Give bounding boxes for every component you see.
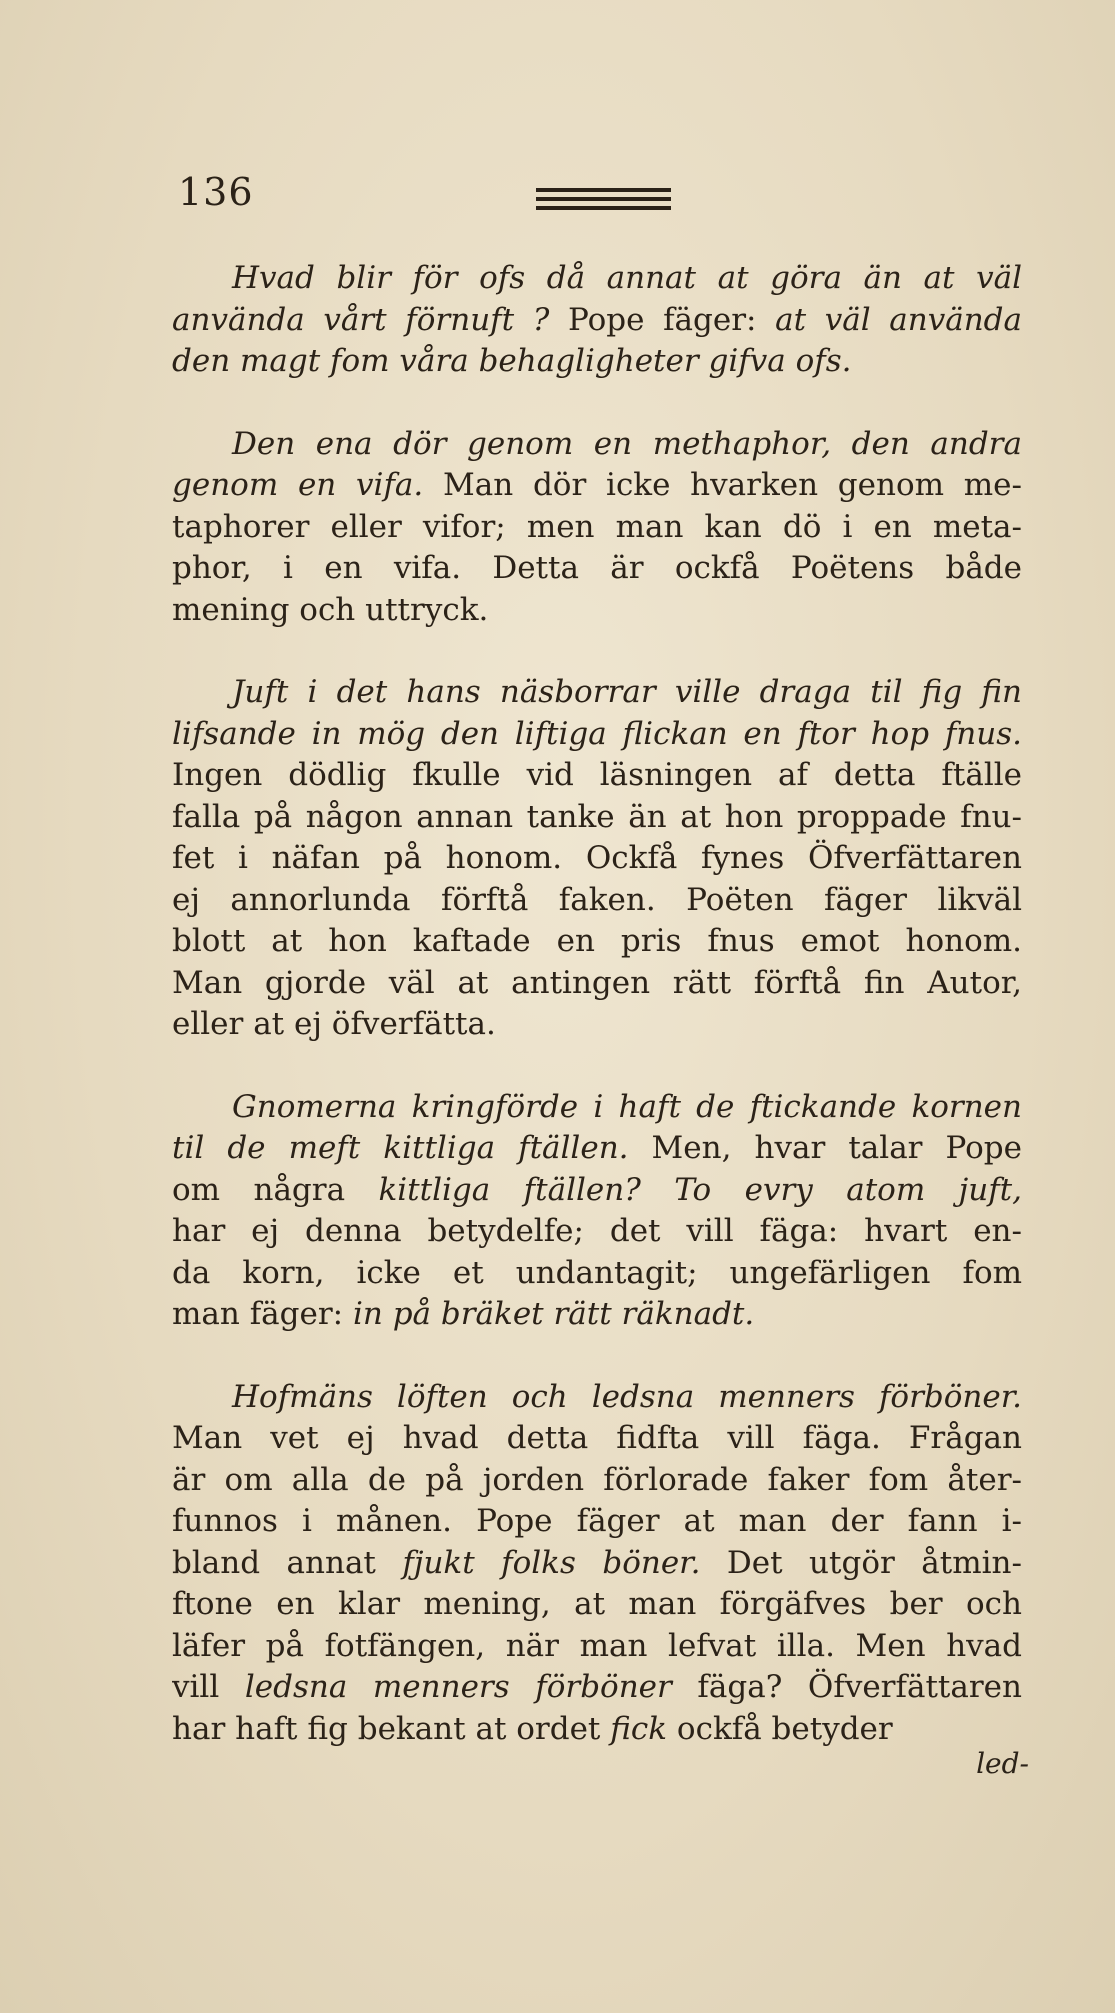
text-line (172, 672, 1022, 714)
italic-run: at väl använda (775, 301, 1022, 338)
text-line (172, 424, 1022, 466)
italic-run: fjukt folks böner. (402, 1544, 701, 1581)
text-line (172, 1418, 1022, 1460)
text-line (172, 714, 1022, 756)
roman-run: fäga? Öfverfättaren (671, 1669, 1022, 1705)
text-line (172, 465, 1022, 507)
roman-run: man fäger: (172, 1296, 353, 1332)
italic-run: Den ena dör genom en methaphor, den andra (232, 425, 1022, 462)
text-line (172, 1709, 1022, 1751)
roman-run: är om alla de på jorden förlorade faker fom åter- (172, 1461, 1022, 1498)
text-line (172, 1667, 1022, 1709)
paragraph (172, 1377, 1022, 1751)
text-line (172, 1501, 1022, 1543)
text-line (172, 1294, 1022, 1336)
paragraph (172, 1087, 1022, 1336)
italic-run: genom en vifa. (172, 467, 424, 503)
text-line (172, 548, 1022, 590)
text-line (172, 1543, 1022, 1585)
italic-run: kittliga ftällen? To evry atom juft, (378, 1171, 1022, 1208)
roman-run: funnos i månen. Pope fäger at man der fann i- (172, 1503, 1022, 1539)
text-line (172, 590, 1022, 632)
roman-run: vill (172, 1669, 245, 1705)
text-line (172, 1087, 1022, 1129)
text-line (172, 755, 1022, 797)
italic-run: lifsande in mög den liftiga flickan en ftor hop fnus. (172, 715, 1022, 752)
text-line (172, 797, 1022, 839)
text-line (172, 1253, 1022, 1295)
page-header (178, 170, 678, 220)
italic-run: Juft i det hans näsborrar ville draga til fig fin (232, 674, 1022, 710)
text-line (172, 963, 1022, 1005)
text-line (172, 880, 1022, 922)
text-line (172, 258, 1022, 300)
text-line (172, 1584, 1022, 1626)
roman-run: falla på någon annan tanke än at hon proppade fnu- (172, 798, 1022, 835)
roman-run: Ingen dödlig fkulle vid läsningen af detta ftälle (172, 757, 1022, 793)
italic-run: använda vårt förnuft ? (172, 301, 550, 338)
italic-run: in på bräket rätt räknadt. (352, 1296, 755, 1332)
roman-run: eller at ej öfverfätta. (172, 1006, 496, 1042)
italic-run: Hofmäns löften och ledsna menners förböner. (232, 1378, 1022, 1415)
roman-run: Men, hvar talar Pope (628, 1130, 1022, 1166)
italic-run: Hvad blir för ofs då annat at göra än at väl (232, 260, 1022, 296)
text-line (172, 1128, 1022, 1170)
text-line (172, 341, 1022, 383)
roman-run: taphorer eller vifor; men man kan dö i en meta- (172, 508, 1022, 545)
text-line (172, 1170, 1022, 1212)
catchword: led- (976, 1747, 1029, 1780)
roman-run: blott at hon kaftade en pris fnus emot honom. (172, 923, 1022, 959)
roman-run: Man dör icke hvarken genom me- (423, 467, 1022, 503)
roman-run: fet i näfan på honom. Ockfå fynes Öfverfättaren (172, 840, 1022, 876)
roman-run: om några (172, 1171, 379, 1208)
body-text (172, 258, 1022, 1791)
roman-run: ftone en klar mening, at man förgäfves ber och (172, 1586, 1022, 1622)
roman-run: Man vet ej hvad detta fidfta vill fäga. Frågan (172, 1420, 1022, 1456)
header-rule (536, 188, 671, 215)
roman-run: Man gjorde väl at antingen rätt förftå fin Autor, (172, 964, 1022, 1001)
paragraph (172, 424, 1022, 632)
roman-run: ockfå betyder (667, 1710, 893, 1747)
roman-run: bland annat (172, 1544, 403, 1581)
page-number: 136 (178, 170, 254, 214)
text-line (172, 1377, 1022, 1419)
roman-run: Det utgör åtmin- (700, 1544, 1022, 1581)
text-line (172, 838, 1022, 880)
italic-run: til de meft kittliga ftällen. (172, 1130, 629, 1166)
text-line (172, 921, 1022, 963)
text-line (172, 300, 1022, 342)
italic-run: fick (610, 1710, 668, 1747)
paragraph (172, 672, 1022, 1046)
roman-run: mening och uttryck. (172, 591, 489, 628)
paragraph (172, 258, 1022, 383)
text-line (172, 1004, 1022, 1046)
italic-run: Gnomerna kringförde i haft de ftickande kornen (232, 1088, 1022, 1125)
text-line (172, 507, 1022, 549)
roman-run: Pope fäger: (549, 301, 776, 338)
text-line (172, 1460, 1022, 1502)
roman-run: da korn, icke et undantagit; ungefärligen fom (172, 1254, 1022, 1291)
text-line (172, 1211, 1022, 1253)
roman-run: har ej denna betydelfe; det vill fäga: hvart en- (172, 1213, 1022, 1249)
roman-run: ej annorlunda förftå faken. Poëten fäger likväl (172, 881, 1022, 918)
italic-run: den magt fom våra behagligheter gifva ofs. (172, 343, 852, 379)
italic-run: ledsna menners förböner (244, 1669, 672, 1705)
roman-run: har haft fig bekant at ordet (172, 1710, 611, 1747)
roman-run: läfer på fotfängen, när man lefvat illa. Men hvad (172, 1627, 1022, 1664)
roman-run: phor, i en vifa. Detta är ockfå Poëtens både (172, 550, 1022, 586)
text-line (172, 1626, 1022, 1668)
